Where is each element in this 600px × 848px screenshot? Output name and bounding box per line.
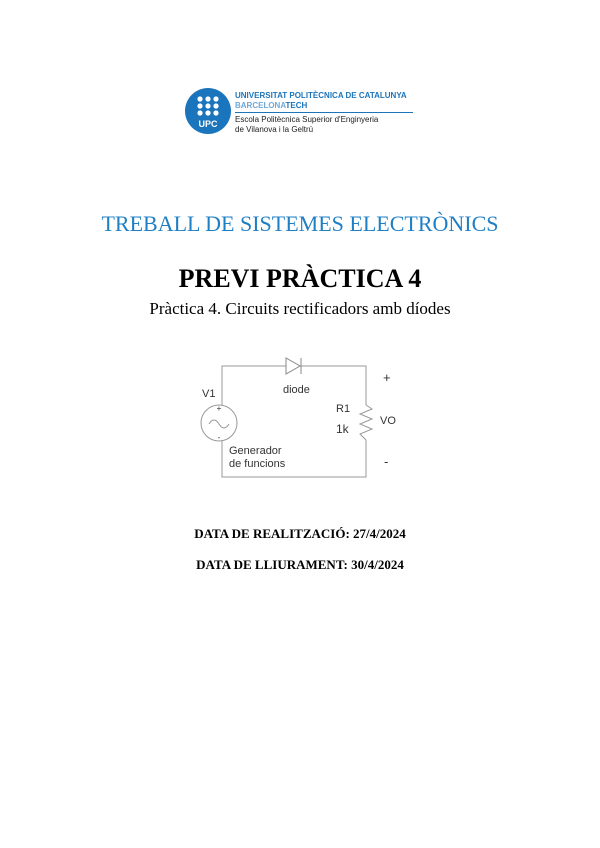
output-minus: - bbox=[384, 454, 389, 469]
university-name: UNIVERSITAT POLITÈCNICA DE CATALUNYA bbox=[235, 91, 407, 100]
source-label: V1 bbox=[202, 388, 216, 400]
resistor-value: 1k bbox=[336, 422, 349, 436]
doc-subtitle: Pràctica 4. Circuits rectificadors amb díodes bbox=[149, 299, 451, 318]
school-line-2: de Vilanova i la Geltrú bbox=[235, 125, 314, 134]
school-line-1: Escola Politècnica Superior d'Enginyeria bbox=[235, 115, 379, 124]
delivery-date: DATA DE LLIURAMENT: 30/4/2024 bbox=[196, 557, 404, 572]
svg-text:UPC: UPC bbox=[198, 119, 218, 129]
resistor-icon bbox=[360, 405, 372, 440]
tech-text: TECH bbox=[285, 101, 308, 110]
doc-title: PREVI PRÀCTICA 4 bbox=[178, 264, 422, 293]
course-title: TREBALL DE SISTEMES ELECTRÒNICS bbox=[101, 211, 499, 236]
generator-line-1: Generador bbox=[229, 445, 282, 457]
source-plus: + bbox=[216, 404, 222, 413]
barcelona-text: BARCELONA bbox=[235, 101, 286, 110]
output-plus: + bbox=[383, 370, 391, 385]
diode-label: diode bbox=[283, 384, 310, 396]
source-minus: - bbox=[217, 433, 221, 442]
generator-line-2: de funcions bbox=[229, 458, 286, 470]
output-label: VO bbox=[380, 415, 396, 427]
realization-date: DATA DE REALITZACIÓ: 27/4/2024 bbox=[194, 526, 406, 541]
resistor-label: R1 bbox=[336, 403, 351, 415]
diode-icon bbox=[286, 358, 301, 374]
